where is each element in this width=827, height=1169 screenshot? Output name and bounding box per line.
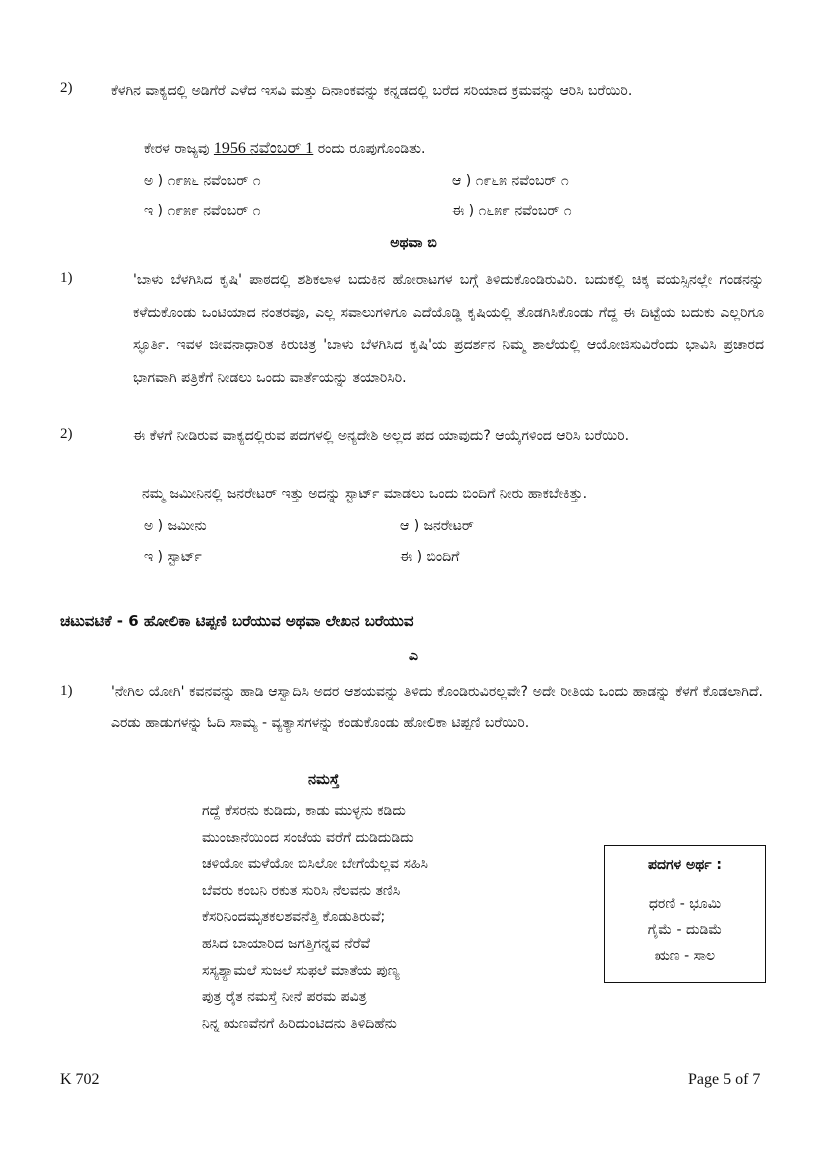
question-number: 1) [60, 270, 73, 286]
activity-heading: ಚಟುವಟಿಕೆ - 6 ಹೋಲಿಕಾ ಟಿಪ್ಪಣಿ ಬರೆಯುವ ಅಥವಾ ಲೇಖನ ಬರೆಯುವ [60, 612, 414, 630]
option-aa: ಆ ) ೧೯೬೫ ನವೆಂಬರ್ ೧ [452, 173, 569, 189]
poem-line: ಸಸ್ಯಶ್ಯಾಮಲೆ ಸುಜಲೆ ಸುಫಲೆ ಮಾತೆಯ ಪುಣ್ಯ [202, 962, 400, 979]
option-aa: ಆ ) ಜನರೇಟರ್ [400, 518, 474, 534]
question-sentence: ನಮ್ಮ ಜಮೀನಿನಲ್ಲಿ ಜನರೇಟರ್ ಇತ್ತು ಅದನ್ನು ಸ್ಟಾರ್ಟ್ ಮಾಡಲು ಒಂದು ಬಿಂದಿಗೆ ನೀರು ಹಾಕಬೇಕಿತ್ತು. [142, 486, 588, 502]
word-meaning-row: ಧರಣಿ - ಭೂಮಿ [648, 896, 722, 912]
underlined-date: 1956 ನವೆಂಬರ್ 1 [213, 140, 314, 157]
option-i: ಇ ) ೧೯೫೯ ನವೆಂಬರ್ ೧ [144, 203, 261, 219]
word-meaning-row: ಋಣ - ಸಾಲ [654, 948, 716, 964]
option-ii: ಈ ) ೧೬೫೯ ನವೆಂಬರ್ ೧ [452, 203, 572, 219]
question-number: 2) [60, 80, 73, 96]
page-number: Page 5 of 7 [688, 1071, 761, 1088]
sentence-end: ರಂದು ರೂಪುಗೊಂಡಿತು. [313, 141, 426, 157]
poem-line: ನಿನ್ನ ಋಣವೆನಗೆ ಹಿರಿದುಂಟಿದನು ತಿಳಿದಿಹೆನು [202, 1015, 397, 1032]
question-text: ಕೆಳಗಿನ ವಾಕ್ಯದಲ್ಲಿ ಅಡಿಗೆರೆ ಎಳೆದ ಇಸವಿ ಮತ್ತು ದಿನಾಂಕವನ್ನು ಕನ್ನಡದಲ್ಲಿ ಬರೆದ ಸರಿಯಾದ ಕ್ರಮವನ್ನು ಆರಿಸಿ ಬರೆಯಿರಿ. [111, 83, 633, 99]
section-heading-athava-b: ಅಥವಾ ಬಿ [390, 235, 437, 251]
poem-line: ಪುತ್ರ ರೈತ ನಮಸ್ತೆ ನೀನೆ ಪರಮ ಪವಿತ್ರ [202, 989, 367, 1006]
question-text: ಈ ಕೆಳಗೆ ನೀಡಿರುವ ವಾಕ್ಯದಲ್ಲಿರುವ ಪದಗಳಲ್ಲಿ ಅನ್ಯದೇಶಿ ಅಲ್ಲದ ಪದ ಯಾವುದು? ಆಯ್ಕೆಗಳಿಂದ ಆರಿಸಿ ಬರೆಯಿರಿ. [133, 428, 630, 444]
paper-code: K 702 [60, 1071, 100, 1088]
word-meanings-box [604, 845, 766, 983]
sentence-start: ಕೇರಳ ರಾಜ್ಯವು [144, 141, 214, 157]
poem-line: ಚಳಿಯೋ ಮಳೆಯೋ ಬಿಸಿಲೋ ಬೇಗೆಯೆಲ್ಲವ ಸಹಿಸಿ [202, 856, 428, 873]
poem-line: ಮುಂಜಾನೆಯಿಂದ ಸಂಜೆಯ ವರೆಗೆ ದುಡಿದುಡಿದು [202, 829, 414, 846]
poem-line: ಗದ್ದೆ ಕೆಸರನು ಕುಡಿದು, ಕಾಡು ಮುಳ್ಳನು ಕಡಿದು [202, 803, 406, 819]
question-sentence [144, 140, 425, 158]
word-meanings-title: ಪದಗಳ ಅರ್ಥ : [647, 857, 723, 873]
question-text: 'ನೇಗಿಲ ಯೋಗಿ' ಕವನವನ್ನು ಹಾಡಿ ಆಸ್ವಾದಿಸಿ ಅದರ ಆಶಯವನ್ನು ತಿಳಿದು ಕೊಂಡಿರುವಿರಲ್ಲವೇ? ಅದೇ ರೀತಿಯ ಒಂದು ಹಾಡನ್ನು ಕೆಳಗೆ ಕೊಡಲಾಗಿದೆ. ಎರಡು ಹಾಡುಗಳನ್ನು ಓದಿ ಸಾಮ್ಯ - ವ್ಯತ್ಯಾಸಗಳನ್ನು ಕಂಡುಕೊಂಡು ಹೋಲಿಕಾ ಟಿಪ್ಪಣಿ ಬರೆಯಿರಿ. [111, 684, 763, 731]
question-number: 2) [60, 426, 73, 442]
poem-title: ನಮಸ್ತೆ [308, 772, 340, 788]
poem-line: ಬೆವರು ಕಂಬನಿ ರಕುತ ಸುರಿಸಿ ನೆಲವನು ತಣಿಸಿ [202, 882, 401, 899]
poem [202, 798, 428, 1037]
question-text: 'ಬಾಳು ಬೆಳಗಿಸಿದ ಕೃಷಿ' ಪಾಠದಲ್ಲಿ ಶಶಿಕಲಾಳ ಬದುಕಿನ ಹೋರಾಟಗಳ ಬಗ್ಗೆ ತಿಳಿದುಕೊಂಡಿರುವಿರಿ. ಬದುಕಲ್ಲಿ ಚಿಕ್ಕ ವಯಸ್ಸಿನಲ್ಲೇ ಗಂಡನನ್ನು ಕಳೆದುಕೊಂಡು ಒಂಟಿಯಾದ ನಂತರವೂ, ಎಲ್ಲ ಸವಾಲುಗಳಿಗೂ ಎದೆಯೊಡ್ಡಿ ಕೃಷಿಯಲ್ಲಿ ತೊಡಗಿಸಿಕೊಂಡು ಗೆದ್ದ ಈ ದಿಟ್ಟೆಯ ಬದುಕು ಎಲ್ಲರಿಗೂ ಸ್ಫೂರ್ತಿ. ಇವಳ ಜೀವನಾಧಾರಿತ ಕಿರುಚಿತ್ರ 'ಬಾಳು ಬೆಳಗಿಸಿದ ಕೃಷಿ'ಯ ಪ್ರದರ್ಶನ ನಿಮ್ಮ ಶಾಲೆಯಲ್ಲಿ ಆಯೋಜಿಸುವಿರೆಂದು ಭಾವಿಸಿ ಪ್ರಚಾರದ ಭಾಗವಾಗಿ ಪತ್ರಿಕೆಗೆ ನೀಡಲು ಒಂದು ವಾರ್ತೆಯನ್ನು ತಯಾರಿಸಿರಿ. [133, 272, 764, 386]
option-ii: ಈ ) ಬಿಂದಿಗೆ [400, 549, 460, 565]
poem-line: ಕೆಸರಿನಿಂದಮೃತಕಲಶವನೆತ್ತಿ ಕೊಡುತಿರುವೆ; [202, 909, 386, 926]
section-heading-a: ಎ [409, 648, 418, 664]
option-a: ಅ ) ೧೯೫೬ ನವೆಂಬರ್ ೧ [144, 173, 261, 189]
word-meaning-row: ಗೈಮೆ - ದುಡಿಮೆ [647, 922, 723, 938]
poem-line: ಹಸಿದ ಬಾಯಾರಿದ ಜಗತ್ತಿಗನ್ನವ ನೆರೆವೆ [202, 935, 371, 952]
option-i: ಇ ) ಸ್ಟಾರ್ಟ್ [144, 549, 202, 565]
question-number: 1) [60, 683, 73, 699]
option-a: ಅ ) ಜಮೀನು [144, 518, 207, 534]
